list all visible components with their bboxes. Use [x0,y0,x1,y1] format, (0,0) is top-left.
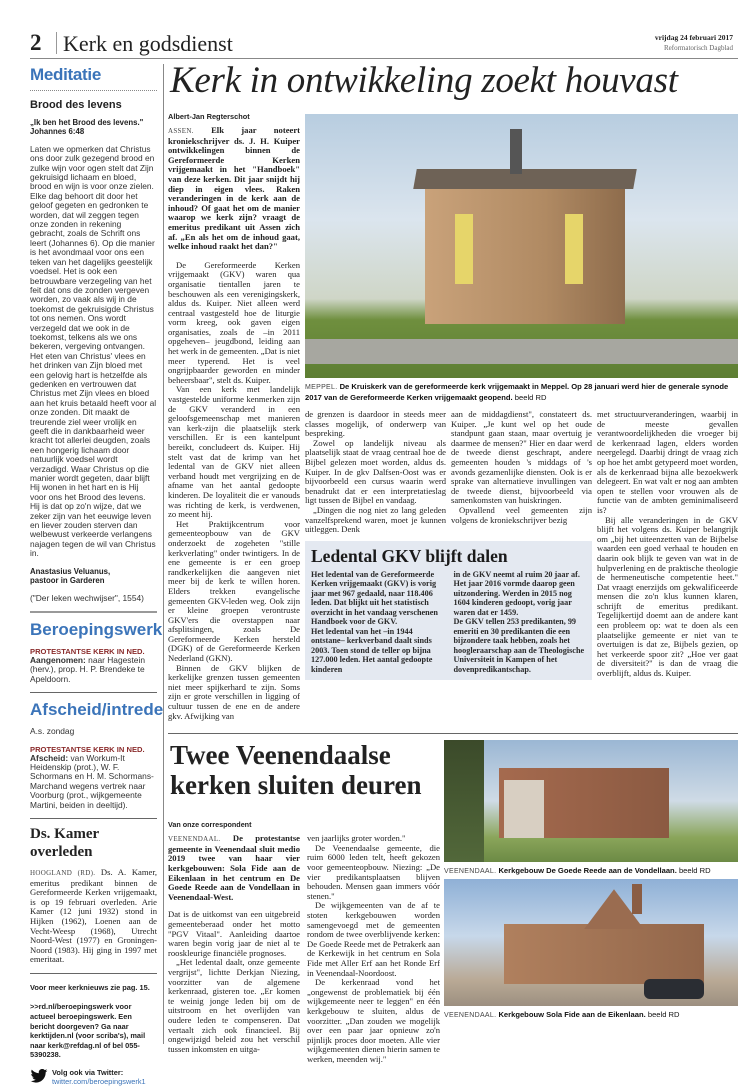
church-label: PROTESTANTSE KERK IN NED. [30,744,145,754]
twitter-label: Volg ook via Twitter: [52,1067,124,1077]
article-column-4 [597,410,738,679]
church-cross [510,129,522,174]
paragraph: De kerkenraad vond het „ongewenst de problematiek bij één wijkgemeente neer te leggen" en één kerkgebouw te sluiten, aldus de voorzitter. „Dan zouden we mogelijk over een paar jaar opnieuw zo'n pijnlijk proces door moeten. Alle vier wijkgemeenten dienen hierin samen te werken, meenden wij." [307,977,440,1064]
lead-text: De protestantse gemeente in Veenendaal sluit medio 2019 twee van haar vier kerkgebouwen: Sola Fide aan de Eikenlaan in het centrum en De Goede Reede aan de Vondellaan in Veenendaal-West. [168,833,300,902]
caption-credit: beeld RD [647,1010,680,1020]
chimney [632,884,642,914]
dateline: HOOGLAND (RD). [30,868,96,877]
afscheid-label: Afscheid: [30,752,69,763]
window [455,214,473,284]
rule [30,818,157,819]
paragraph: de grenzen is daardoor in steeds meer classes mogelijk, of onderwerp van bespreking. [305,409,446,439]
page-number: 2 [30,30,42,55]
paragraph: „Dingen die nog niet zo lang geleden vanzelfsprekend waren, moet je kunnen uitleggen. Denk [305,504,446,535]
paragraph: Binnen de GKV blijken de kerkelijke grenzen tussen gemeenten niet meer spijkerhard te zijn. Soms zijn er grote verschillen in ligging of cultuur tussen de ene en de andere gkv. Afwijking van [168,662,300,721]
paragraph: Opvallend veel gemeenten zijn volgens de kroniekschrijver bezig [451,504,592,525]
sola-fide-photo [444,879,738,1006]
afscheid-heading: Afscheid/intrede [30,700,164,720]
photo-caption [305,382,738,403]
paragraph: Bij alle veranderingen in de GKV blijft het volgens ds. Kuiper belangrijk om „bij het uiteenzetten van de Bijbelse waarden een goed verhaal te houden en daarin ook blijk te geven van wat in de hulpverlening en de praktische theologie de hermeneutische competentie heet." Dat vraagt enerzijds om gekwalificeerde mensen die zo'n klus kunnen klaren, schrijft de emeritus predikant. Tegelijkertijd doemt aan de andere kant een probleem op: wat te doen als een plaatselijke gemeente er niet van te overtuigen is dat ze, Bijbels gezien, op het verkeerde spoor zit? „Hoe ver gaat de diversiteit?" is dan de vraag die overblijft, aldus ds. Kuiper. [597,514,738,679]
article-headline: Kerk in ontwikkeling zoekt houvast [170,60,678,101]
caption-text: De Kruiskerk van de gereformeerde kerk vrijgemaakt in Meppel. Op 28 januari werd hier de generale synode 2017 van de Gereformeerde Kerken vrijgemaakt geopend. [305,382,729,402]
goede-reede-photo [444,740,738,862]
church-label: PROTESTANTSE KERK IN NED. [30,646,145,656]
box-text: in de GKV neemt al ruim 20 jaar af. Het jaar 2016 vormde daarop geen uitzondering. Werden in 2015 nog 1604 kinderen gedoopt, vorig jaar waren dat er 1459. [453,569,580,617]
article-column-1 [168,102,300,721]
paragraph: De wijkgemeenten van de af te stoten kerkgebouwen worden samengevoegd met de gemeenten rondom de twee overblijvende kerken: De Goede Reede met de Petrakerk aan de Kerkewijk in het centrum en Sola Fide met Aller Erf aan het Ronde Erf in Veenendaal-Noordoost. [307,900,440,978]
box-title: Ledental GKV blijft dalen [311,545,508,566]
column-rule [163,64,164,1044]
article2-column-1 [168,834,300,1054]
caption-text: Kerkgebouw De Goede Reede aan de Vondellaan. [496,866,677,876]
kruiskerk-photo [305,114,738,378]
paragraph: Het Praktijkcentrum voor gemeenteopbouw van de GKV onderzoekt de zogeheten "stille kerkverlating" onder twintigers. In de ene gemeente is er een groep randkerkelijken die aangeven niet meer bij de kerk te willen horen. Elders trekken evangelische gemeenten GKV-leden weg. Ook zijn er kleine groepen verontruste GKV'ers die overstappen naar afsplitsingen, zoals De Gereformeerde Kerken hersteld (DGK) of de Gereformeerde Kerken Nederland (GKN). [168,518,300,664]
caption-place: MEPPEL. [305,384,338,391]
church-wall [504,780,544,838]
church-building [504,924,704,984]
paragraph: met structuurveranderingen, waarbij in de meeste gevallen verantwoordelijkheden die vroeger bij de kerkenraad lagen, elders worden neergelegd. Daarbij dringt de vraag zich op hoe het ambt getypeerd moet worden, als de kerkenraad bijna alle bezoekwerk delegeert. En wat valt er nog aan ambten open te stellen voor vrouwen als de functie van de ambten geminimaliseerd is? [597,409,738,515]
box-text: De GKV tellen 253 predikanten, 99 emeriti en 30 predikanten die een bijzondere taak hebben, zoals het hoogleraarschap aan de Theologische Universiteit in Kampen of het dovenpredikantschap. [453,617,585,674]
afscheid-text: van Workum-It Heidenskip (prot.), W. F. Schormans en H. M. Schormans-Marchand wegens vertrek naar Voorburg (prot., wijkgemeente Martini, beiden in deeltijd). [30,752,154,810]
kamer-text: Ds. A. Kamer, emeritus predikant binnen de Gereformeerde Kerken vrijgemaakt, is op 19 februari overleden. Arie Kamer (12 juni 1932) stond in Hijken (1962), Loenen aan de Vecht-Weesp (1968), Utrecht Noord-West (1977) en Groningen-Noord (1983). Hij ging in 1997 met emeritaat. [30,866,157,965]
paragraph: De Gereformeerde Kerken vrijgemaakt (GKV) waren qua organisatie tientallen jaren te beschouwen als een verenigingskerk, aldus ds. Kuiper. Niet alleen werd centraal vastgesteld hoe de liturgie vorm kreeg, ook gaven eigen organisaties, zoals de –in 2011 opgeheven– jeugdbond, leiding aan het werk in de gemeenten. „Dat is niet meer typerend. Het is veel ongrijpbaarder geworden en minder beheersbaar", stelt ds. Kuiper. [168,259,300,385]
meditatie-quote: „Ik ben het Brood des levens." Johannes 6:48 [30,118,144,137]
article2-headline: Twee Veenendaalse kerken sluiten deuren [170,740,422,801]
path [305,339,738,364]
afscheid-when: A.s. zondag [30,726,75,737]
tree [444,740,484,862]
byline: Albert-Jan Regterschot [168,112,250,121]
paragraph: aan de middagdienst", constateert ds. Kuiper. „Je kunt wel op het oude standpunt gaan staan, maar overtuig je daarmee de mensen?" Hier en daar werd de tweede dienst geschrapt, andere gemeenten houden 's middags of 's avonds gezamenlijke diensten. Ook is er sprake van alternatieve invullingen van de tweede dienst, bijvoorbeeld via samenkomsten van huiskringen. [451,409,592,506]
sidebar [30,64,164,1086]
byline: Van onze correspondent [168,820,252,830]
paragraph: „Het ledental daalt, onze gemeente vergrijst", lichtte Derkjan Niezing, voorzitter van de algemene kerkenraad, gisteren toe. „Er komen te weinig jonge leden bij om de uitstroom en het overlijden van oudere leden te compenseren. Dat vertaalt zich ook financieel. Bij ongewijzigd beleid zou het verschil tussen inkomsten en uitga- [168,957,300,1054]
meditatie-author: Anastasius Veluanus, pastoor in Garderen [30,566,111,586]
paragraph: ven jaarlijks groter worden." [307,833,406,844]
dotted-rule [30,90,157,91]
header-rule [30,58,738,59]
section-title: Kerk en godsdienst [63,31,233,56]
paragraph: Van een kerk met landelijk vastgestelde uniforme kenmerken zijn de GKV veranderd in een geloofsgemeenschap met manieren van kerk-zijn die plaatselijk sterk verschillen. Er is een kantelpunt bereikt, concludeert ds. Kuiper. Hij stelt vast dat de krimp van het ledental van de GKV niet alleen verband houdt met vergrijzing en de afname van het aantal gedoopte kinderen. De loyaliteit die er vanouds was richting de kerk, is verdwenen, zo meent hij. [168,384,300,520]
rule [30,692,157,693]
twitter-bird-icon [30,1068,48,1082]
issue-date: vrijdag 24 februari 2017 [654,33,733,42]
article2-column-2 [307,834,440,1064]
caption-text: Kerkgebouw Sola Fide aan de Eikenlaan. [496,1010,646,1020]
aangenomen-label: Aangenomen: [30,654,86,665]
meditatie-heading: Meditatie [30,65,101,84]
meditatie-body: Laten we opmerken dat Christus ons door zulk gezegend brood en zulke wijn voor ogen stelt dat Zijn gekruisigd lichaam en bloed, brood en wijn is voor onze zielen. Elke dag behoort dit door het geloof gegeten en gedronken te worden, dat wil zeggen tegen onze zonden in rekening gebracht, zoals de Schrift ons leert (Johannes 6). Op die manier is het avondmaal voor ons een teken van het dagelijks geestelijk voedsel. Het is ook een betrouwbare verzegeling van het feit dat ons de zonden vergeven worden, zo vaak als wij in de toekomst de gekruisigde Christus tot ons nemen. Ons wordt verzegeld dat we ook in de toekomst, telkens als we ons bekeren, vergeving ontvangen. Het eten van Christus' vlees en het drinken van Zijn bloed met een gelovig hart is hetzelfde als gedenken en vertrouwen dat Christus met Zijn vlees en bloed aan het kruis betaald heeft voor al onze zonden. Dit maakt de treurende ziel weer vrolijk en geeft die in dankbaarheid weer kracht tot allerlei deugden, zoals een hongerig lichaam door natuurlijk voedsel wordt verzadigd. Waar Christus op die manier wordt gegeten, daar blijft Hij wonen in het hart en is Hij voor ons het Brood des levens. Hij is dat op zo'n wijze, dat we zeker zijn van het eeuwige leven en liever zouden sterven dan welbewust verkeerde verlangens najagen tegen de wil van Christus in. [30,143,157,559]
box-text: Het ledental van de Gereformeerde Kerken vrijgemaakt (GKV) is vorig jaar met 967 gedaald, naar 118.406 leden. Dat blijkt uit het statistisch overzicht in het vandaag verschenen Handboek voor de GKV. [311,569,438,627]
paragraph: Dat is de uitkomst van een uitgebreid gemeenteberaad onder het motto "PGV Vitaal". Aanleiding daartoe waren begin vorig jaar de niet al te rooskleurige financiële prognoses. [168,909,300,958]
dateline: ASSEN. [168,127,194,135]
paragraph: De Veenendaalse gemeente, die ruim 6000 leden telt, heeft gekozen voor gemeenteopbouw. Niezing: „De vier predikantsplaatsen blijven behouden. Mensen gaan immers vóór stenen." [307,842,440,901]
meditatie-title: Brood des levens [30,99,122,111]
paper-name: Reformatorisch Dagblad [663,44,733,52]
caption-credit: beeld RD [514,393,547,402]
kamer-section [30,825,157,965]
photo-caption [444,866,738,877]
dateline: VEENENDAAL. [168,835,221,844]
caption-credit: beeld RD [678,866,711,876]
main-area [168,60,738,1064]
section-rule [168,733,738,734]
box-text: Het ledental van het –in 1944 ontstane– kerkverband daalt sinds 2003. Toen stond de teller op bijna 127.000 leden. Het aantal gedoopte kinderen [311,626,433,674]
afscheid-section [30,699,164,810]
kamer-heading: Ds. Kamer overleden [30,825,99,860]
beroepingswerk-section [30,619,163,684]
beroepingswerk-heading: Beroepingswerk [30,619,163,639]
beroepingswerk-links[interactable]: >>rd.nl/beroepingswerk voor actueel beroepingswerk. Een bericht doorgeven? Ga naar kerktijden.nl (voor scriba's), mail naar kerk@refdag.nl of bel 055-5390238. [30,1002,146,1060]
meditatie-source: ("Der leken wechwijser", 1554) [30,592,144,603]
twitter-link[interactable]: twitter.com/beroepingswerk1 [52,1076,146,1086]
caption-place: VEENENDAAL. [444,1012,497,1020]
church-roof [413,169,637,189]
more-news: Voor meer kerknieuws zie pag. 15. [30,982,150,992]
rule [30,973,157,974]
lead-text: Elk jaar noteert kroniekschrijver ds. J. H. Kuiper ontwikkelingen binnen de Gereformeerde Kerken vrijgemaakt in het "Handboek" van deze kerken. Dit jaar snijdt hij diep in eigen vlees. Raken veranderingen in de kerk aan de inhoud? Of gaat het om de manier waarop we kerk zijn? vraagt de emeritus predikant uit Assen zich af. „En als het om de inhoud gaat, welke inhoud raakt het dan?" [168,125,300,252]
car [644,979,704,999]
caption-place: VEENENDAAL. [444,868,497,876]
paragraph: Zowel op landelijk niveau als plaatselijk staat de vraag centraal hoe de Bijbel gelezen moet worden, aldus ds. Kuiper. In de gkv Dalfsen-Oost was er bijvoorbeeld een cursus waarin werd benadrukt dat er een interpretatieslag ligt tussen de Bijbel en vandaag. [305,437,446,506]
divider [56,32,57,54]
photo-caption [444,1010,738,1021]
article-column-3 [451,410,592,525]
window [565,214,583,284]
rule [30,611,157,613]
ledental-box [305,541,592,681]
article-column-2 [305,410,446,535]
aangenomen-text: naar Hagestein (herv.), prop. H. P. Brendeke te Apeldoorn. [30,654,145,684]
